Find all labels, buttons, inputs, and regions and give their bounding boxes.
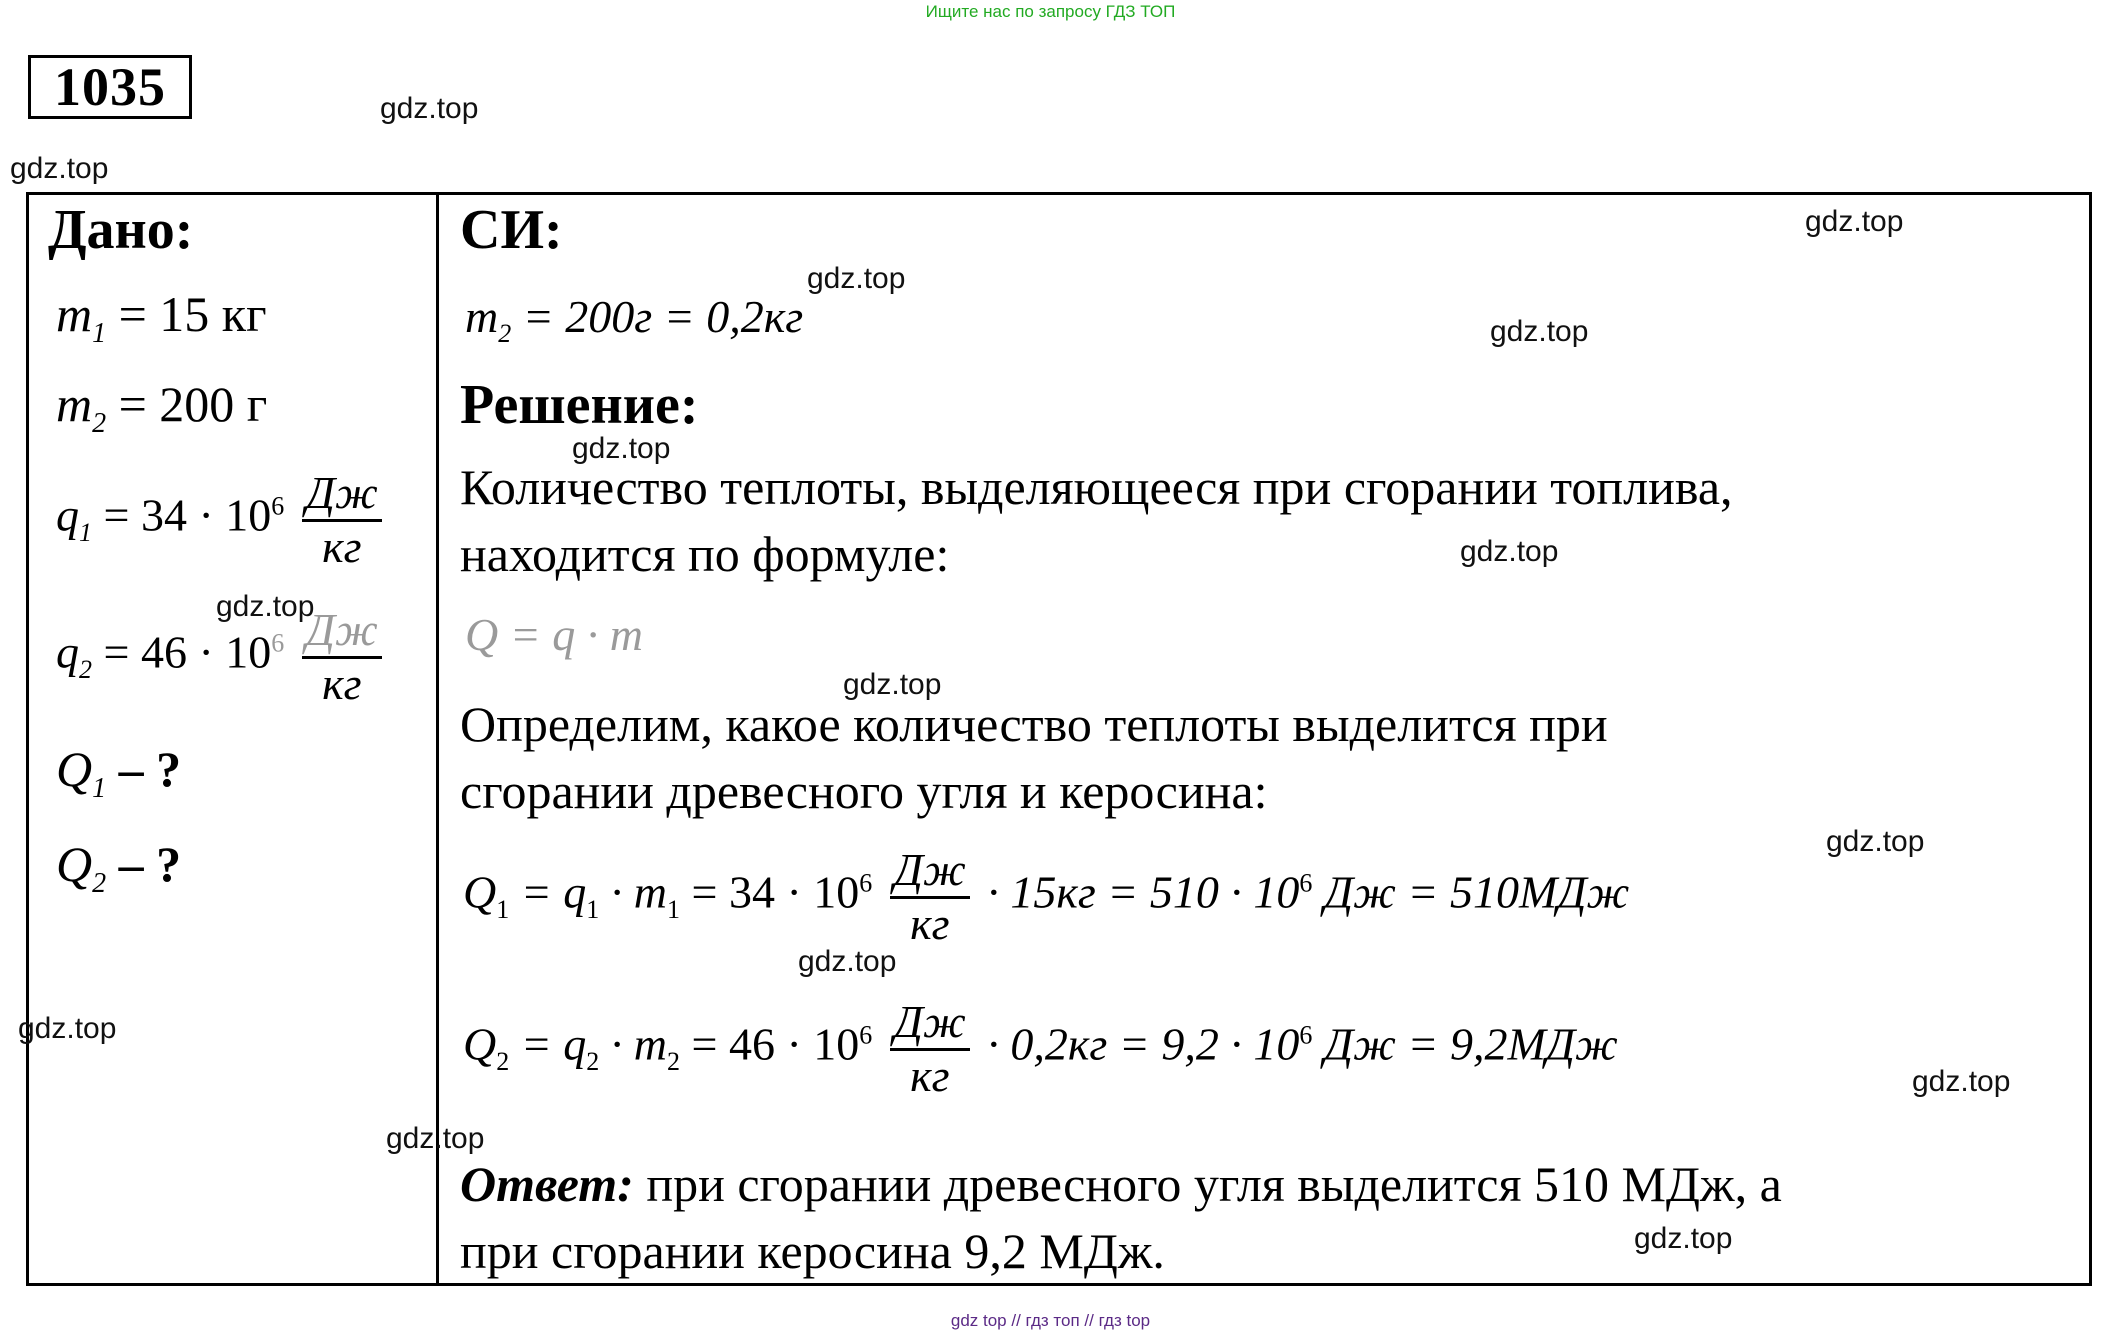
given-Q2: $Q_2$ – ? <box>56 836 182 899</box>
watermark: gdz.top <box>386 1122 485 1155</box>
solution-eq2: $Q_2 = q_2 \cdot m_2 = 46 \cdot 10^6$ $\frac{Дж}{кг}$ · $0,2кг = 9,2 \cdot 10^6$ Дж = 9,2МДж <box>463 996 1618 1101</box>
si-title: СИ: <box>460 199 563 261</box>
solution-p1-line1: Количество теплоты, выделяющееся при сгорании топлива, <box>460 459 1733 515</box>
given-q1: $q_1 = 34 \cdot 10^6$ $\frac{Дж}{кг}$ <box>56 468 388 572</box>
given-Q1: $Q_1$ – ? <box>56 741 182 804</box>
watermark: gdz.top <box>1490 315 1589 348</box>
given-m2: $m_2 = 200$ г <box>56 376 268 439</box>
watermark: gdz.top <box>807 262 906 295</box>
watermark: gdz.top <box>843 668 942 701</box>
watermark: gdz.top <box>216 590 315 623</box>
answer-line2: при сгорании керосина 9,2 МДж. <box>460 1223 1165 1279</box>
watermark: gdz.top <box>1826 825 1925 858</box>
solution-p2-line2: сгорании древесного угля и керосина: <box>460 763 1268 819</box>
watermark: gdz.top <box>1805 205 1904 238</box>
watermark: gdz.top <box>18 1012 117 1045</box>
problem-number: 1035 <box>28 55 192 119</box>
watermark: gdz.top <box>1634 1222 1733 1255</box>
watermark: gdz.top <box>380 92 479 125</box>
solution-p1-line2: находится по формуле: <box>460 526 950 582</box>
footer-link-gdz-top-ru[interactable]: гдз топ <box>1025 1311 1080 1330</box>
footer-links <box>0 1311 2101 1330</box>
answer-label: Ответ: <box>460 1156 634 1212</box>
solution-p2-line1: Определим, какое количество теплоты выделится при <box>460 696 1608 752</box>
watermark: gdz.top <box>1460 535 1559 568</box>
si-line: $m_2 = 200г = 0,2кг$ <box>465 291 804 349</box>
watermark: gdz.top <box>10 152 109 185</box>
footer-separator: // <box>1011 1311 1021 1330</box>
footer-link-gdz-top-mixed[interactable]: гдз top <box>1098 1311 1151 1330</box>
watermark: gdz.top <box>572 432 671 465</box>
watermark: gdz.top <box>798 945 897 978</box>
solution-title: Решение: <box>460 374 699 436</box>
solution-eq1: $Q_1 = q_1 \cdot m_1 = 34 \cdot 10^6$ $\frac{Дж}{кг}$ · $15кг = 510 \cdot 10^6$ Дж = 510МДж <box>463 844 1630 949</box>
footer-link-gdz-top[interactable]: gdz top <box>950 1311 1007 1330</box>
given-title: Дано: <box>48 199 194 261</box>
top-banner: Ищите нас по запросу ГДЗ ТОП <box>925 2 1176 21</box>
watermark: gdz.top <box>1912 1065 2011 1098</box>
answer-line1: Ответ: при сгорании древесного угля выделится 510 МДж, а <box>460 1156 1782 1212</box>
given-m1: $m_1 = 15$ кг <box>56 286 267 349</box>
footer-separator: // <box>1084 1311 1094 1330</box>
given-q2: $q_2 = 46 \cdot 10^6$ $\frac{Дж}{кг}$ <box>56 605 388 709</box>
solution-formula: Q = q · m <box>465 609 643 660</box>
